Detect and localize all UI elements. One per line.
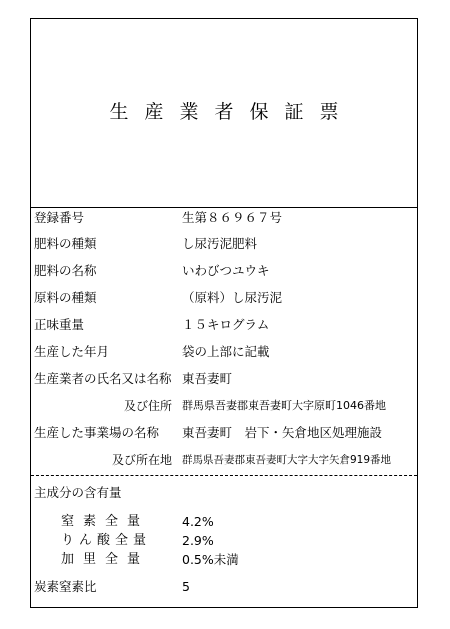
cn-ratio-label: 炭素窒素比 (34, 579, 97, 594)
row-producer (31, 368, 417, 390)
facility-address-label: 及び所在地 (112, 453, 173, 467)
page-title: 生産業者保証票 (109, 101, 355, 123)
production-date-value: 袋の上部に記載 (182, 344, 270, 359)
fertilizer-name-value: いわびつユウキ (182, 263, 270, 278)
row-net-weight (31, 314, 417, 336)
row-production-date (31, 341, 417, 363)
producer-address-value: 群馬県吾妻郡東吾妻町大字原町1046番地 (182, 399, 386, 412)
component-value: 0.5%未満 (182, 552, 239, 567)
facility-value: 東吾妻町 岩下・矢倉地区処理施設 (182, 425, 383, 440)
components-heading-row (31, 482, 417, 504)
raw-material-value: （原料）し尿汚泥 (182, 290, 283, 305)
row-raw-material (31, 287, 417, 309)
raw-material-label: 原料の種類 (34, 290, 97, 305)
row-facility (31, 422, 417, 444)
producer-label: 生産業者の氏名又は名称 (34, 371, 172, 386)
component-label: 窒素全量 (61, 514, 150, 529)
fertilizer-type-label: 肥料の種類 (34, 236, 97, 251)
row-fertilizer-name (31, 260, 417, 282)
guarantee-label (30, 18, 418, 608)
row-producer-address (31, 395, 417, 417)
net-weight-value: １５キログラム (182, 317, 270, 332)
fertilizer-type-value: し尿汚泥肥料 (182, 236, 258, 251)
facility-label: 生産した事業場の名称 (34, 425, 160, 440)
row-registration (31, 207, 417, 229)
component-label: 加里全量 (61, 552, 150, 567)
row-facility-address (31, 449, 417, 471)
row-cn-ratio (31, 576, 417, 598)
registration-value: 生第８６９６７号 (182, 210, 283, 225)
component-row (31, 549, 417, 571)
net-weight-label: 正味重量 (34, 317, 85, 332)
components-heading: 主成分の含有量 (34, 485, 122, 500)
component-label: りん酸全量 (61, 533, 152, 548)
production-date-label: 生産した年月 (34, 344, 110, 359)
producer-value: 東吾妻町 (182, 371, 233, 386)
registration-label: 登録番号 (34, 210, 85, 225)
producer-address-label: 及び住所 (124, 399, 173, 413)
dashed-divider (31, 475, 417, 476)
cn-ratio-value: 5 (182, 579, 190, 594)
row-fertilizer-type (31, 233, 417, 255)
title-box (31, 19, 417, 208)
component-value: 2.9% (182, 533, 214, 548)
facility-address-value: 群馬県吾妻郡東吾妻町大字大字矢倉919番地 (182, 454, 392, 466)
component-value: 4.2% (182, 514, 214, 529)
fertilizer-name-label: 肥料の名称 (34, 263, 97, 278)
